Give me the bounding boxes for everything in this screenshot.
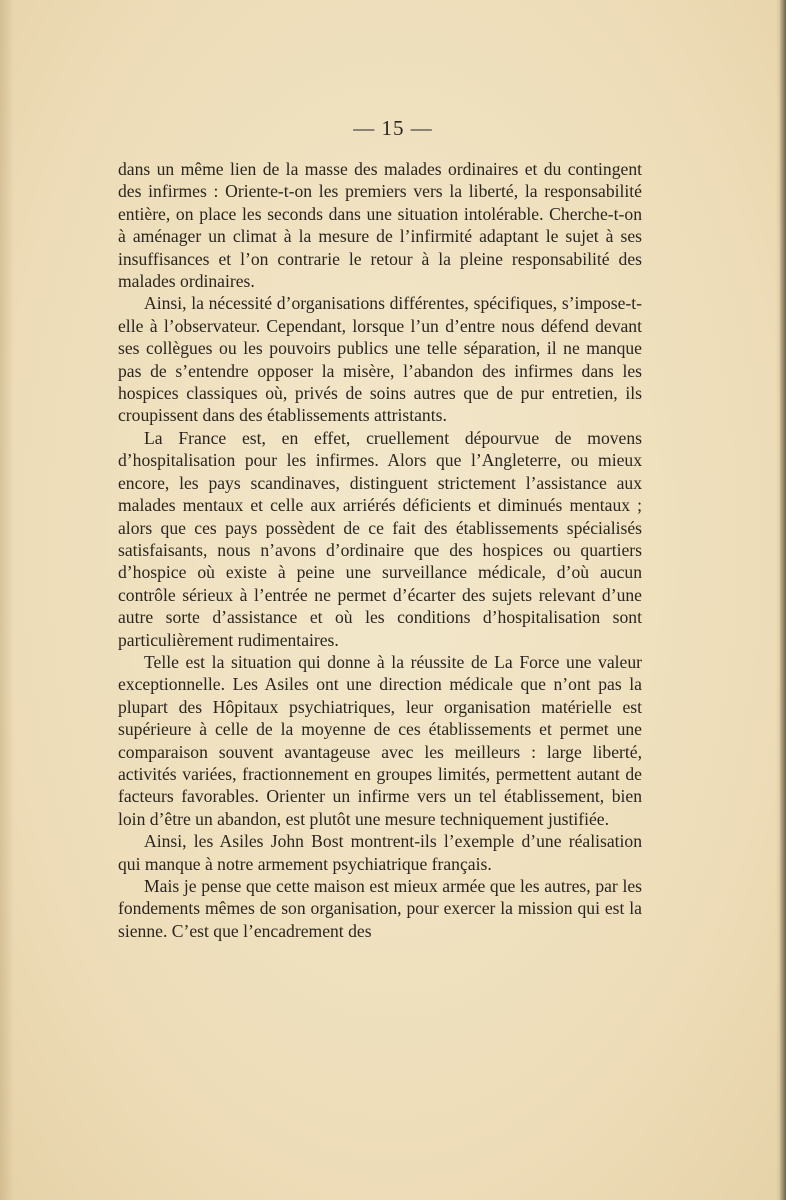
- body-text: [118, 158, 642, 942]
- paragraph-3: La France est, en effet, cruellement dépourvue de movens d’hospitalisation pour les infirmes. Alors que l’Angleterre, ou mieux encore, les pays scandinaves, distinguent strictement l’assistance aux malades mentaux et celle aux arriérés déficients et diminués mentaux ; alors que ces pays possèdent de ce fait des établissements spécialisés satisfaisants, nous n’avons d’ordinaire que des hospices ou quartiers d’hospice où existe à peine une surveillance médicale, d’où aucun contrôle sérieux à l’entrée ne permet d’écarter des sujets relevant d’une autre sorte d’assistance et où les conditions d’hospitalisation sont particulièrement rudimentaires.: [118, 427, 642, 650]
- paragraph-1: dans un même lien de la masse des malades ordinaires et du contingent des infirmes : Oriente-t-on les premiers vers la liberté, la responsabilité entière, on place les seconds dans une situation intolérable. Cherche-t-on à aménager un climat à la mesure de l’infirmité adaptant le sujet à ses insuffisances et l’on contrarie le retour à la pleine responsabilité des malades ordinaires.: [118, 159, 642, 292]
- page-edge: [780, 0, 786, 1200]
- page-number: — 15 —: [353, 116, 433, 140]
- paragraph-2: Ainsi, la nécessité d’organisations différentes, spécifiques, s’impose-t-elle à l’observateur. Cependant, lorsque l’un d’entre nous défend devant ses collègues ou les pouvoirs publics une telle séparation, il ne manque pas de s’entendre opposer la misère, l’abandon des infirmes dans les hospices classiques où, privés de soins autres que de pur entretien, ils croupissent dans des établissements attristants.: [118, 293, 642, 426]
- paragraph-4: Telle est la situation qui donne à la réussite de La Force une valeur exceptionnelle. Les Asiles ont une direction médicale que n’ont pas la plupart des Hôpitaux psychiatriques, leur organisation matérielle est supérieure à celle de la moyenne de ces établissements et permet une comparaison souvent avantageuse avec les meilleurs : large liberté, activités variées, fractionnement en groupes limités, permettent autant de facteurs favorables. Orienter un infirme vers un tel établissement, bien loin d’être un abandon, est plutôt une mesure techniquement justifiée.: [118, 651, 642, 829]
- paragraph-6: Mais je pense que cette maison est mieux armée que les autres, par les fondements mêmes de son organisation, pour exercer la mission qui est la sienne. C’est que l’encadrement des: [118, 876, 642, 941]
- paragraph-5: Ainsi, les Asiles John Bost montrent-ils l’exemple d’une réalisation qui manque à notre armement psychiatrique français.: [118, 831, 642, 874]
